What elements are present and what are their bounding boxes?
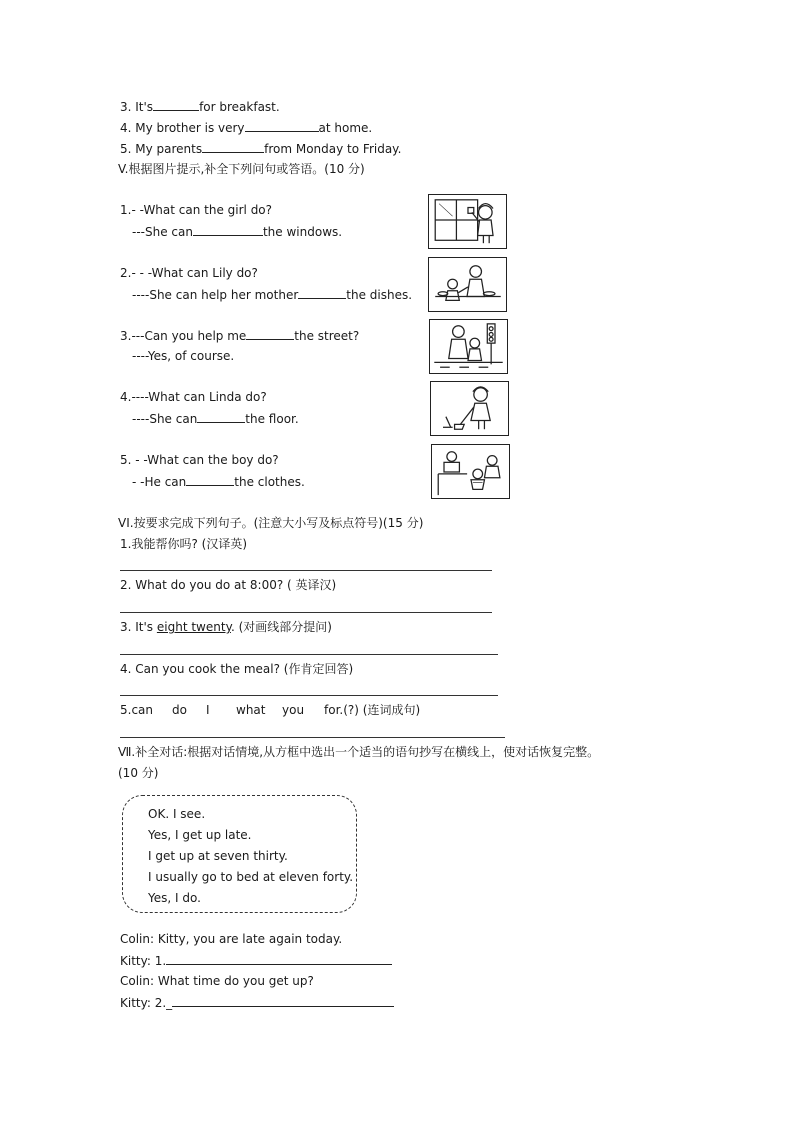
- lily-washing-dishes-picture: [428, 257, 507, 312]
- s5-q4: 4.----What can Linda do?: [120, 390, 267, 404]
- dialogue-line-3: Colin: What time do you get up?: [120, 974, 314, 988]
- section5-heading: V.根据图片提示,补全下列问句或答语。(10 分): [118, 162, 365, 176]
- section6-heading: VI.按要求完成下列句子。(注意大小写及标点符号)(15 分): [118, 516, 424, 530]
- s6-q5: 5.can do I what you for.(?) (连词成句): [120, 703, 421, 717]
- s5-q3: 3.---Can you help me the street?: [120, 329, 360, 343]
- s6-q3: 3. It's eight twenty. (对画线部分提问): [120, 620, 332, 634]
- part4-q5: 5. My parents from Monday to Friday.: [120, 142, 402, 156]
- answer-line[interactable]: [120, 570, 492, 571]
- s5-a5: - -He can the clothes.: [132, 475, 305, 489]
- option-1: OK. I see.: [148, 807, 206, 821]
- s5-a4: ----She can the floor.: [132, 412, 299, 426]
- answer-line[interactable]: [120, 695, 498, 696]
- dialogue-line-1: Colin: Kitty, you are late again today.: [120, 932, 343, 946]
- s5-a1: ---She can the windows.: [132, 225, 343, 239]
- answer-blank[interactable]: [166, 953, 392, 965]
- s5-q2: 2.- - -What can Lily do?: [120, 266, 258, 280]
- girl-cleaning-window-picture: [428, 194, 507, 249]
- crossing-street-picture: [429, 319, 508, 374]
- answer-blank[interactable]: [298, 287, 346, 299]
- s6-q1: 1.我能帮你吗? (汉译英): [120, 537, 247, 551]
- boy-washing-clothes-picture: [431, 444, 510, 499]
- s5-a2: ----She can help her mother the dishes.: [132, 288, 413, 302]
- answer-blank[interactable]: [245, 120, 319, 132]
- underlined-phrase: eight twenty: [156, 620, 231, 634]
- section7-heading: Ⅶ.补全对话:根据对话情境,从方框中选出一个适当的语句抄写在横线上，使对话恢复完整。: [118, 745, 600, 759]
- dialogue-line-4: Kitty: 2._: [120, 995, 394, 1011]
- part4-q3: 3. It's for breakfast.: [120, 100, 280, 114]
- answer-blank[interactable]: [197, 411, 245, 423]
- answer-blank[interactable]: [246, 328, 294, 340]
- answer-blank[interactable]: [202, 141, 264, 153]
- s5-q1: 1.- -What can the girl do?: [120, 203, 273, 217]
- answer-blank[interactable]: [193, 224, 263, 236]
- answer-line[interactable]: [120, 737, 505, 738]
- option-2: Yes, I get up late.: [148, 828, 252, 842]
- option-4: I usually go to bed at eleven forty.: [148, 870, 354, 884]
- answer-blank[interactable]: [153, 99, 199, 111]
- part4-q4: 4. My brother is very at home.: [120, 121, 373, 135]
- option-5: Yes, I do.: [148, 891, 201, 905]
- answer-blank[interactable]: [186, 474, 234, 486]
- answer-line[interactable]: [120, 654, 498, 655]
- section7-heading-score: (10 分): [118, 766, 159, 780]
- s6-q2: 2. What do you do at 8:00? ( 英译汉): [120, 578, 337, 592]
- girl-sweeping-floor-picture: [430, 381, 509, 436]
- dialogue-line-2: Kitty: 1.: [120, 953, 392, 969]
- answer-blank[interactable]: [172, 995, 394, 1007]
- s5-a3: ----Yes, of course.: [132, 349, 235, 363]
- s6-q4: 4. Can you cook the meal? (作肯定回答): [120, 662, 354, 676]
- s5-q5: 5. - -What can the boy do?: [120, 453, 279, 467]
- option-3: I get up at seven thirty.: [148, 849, 288, 863]
- answer-line[interactable]: [120, 612, 492, 613]
